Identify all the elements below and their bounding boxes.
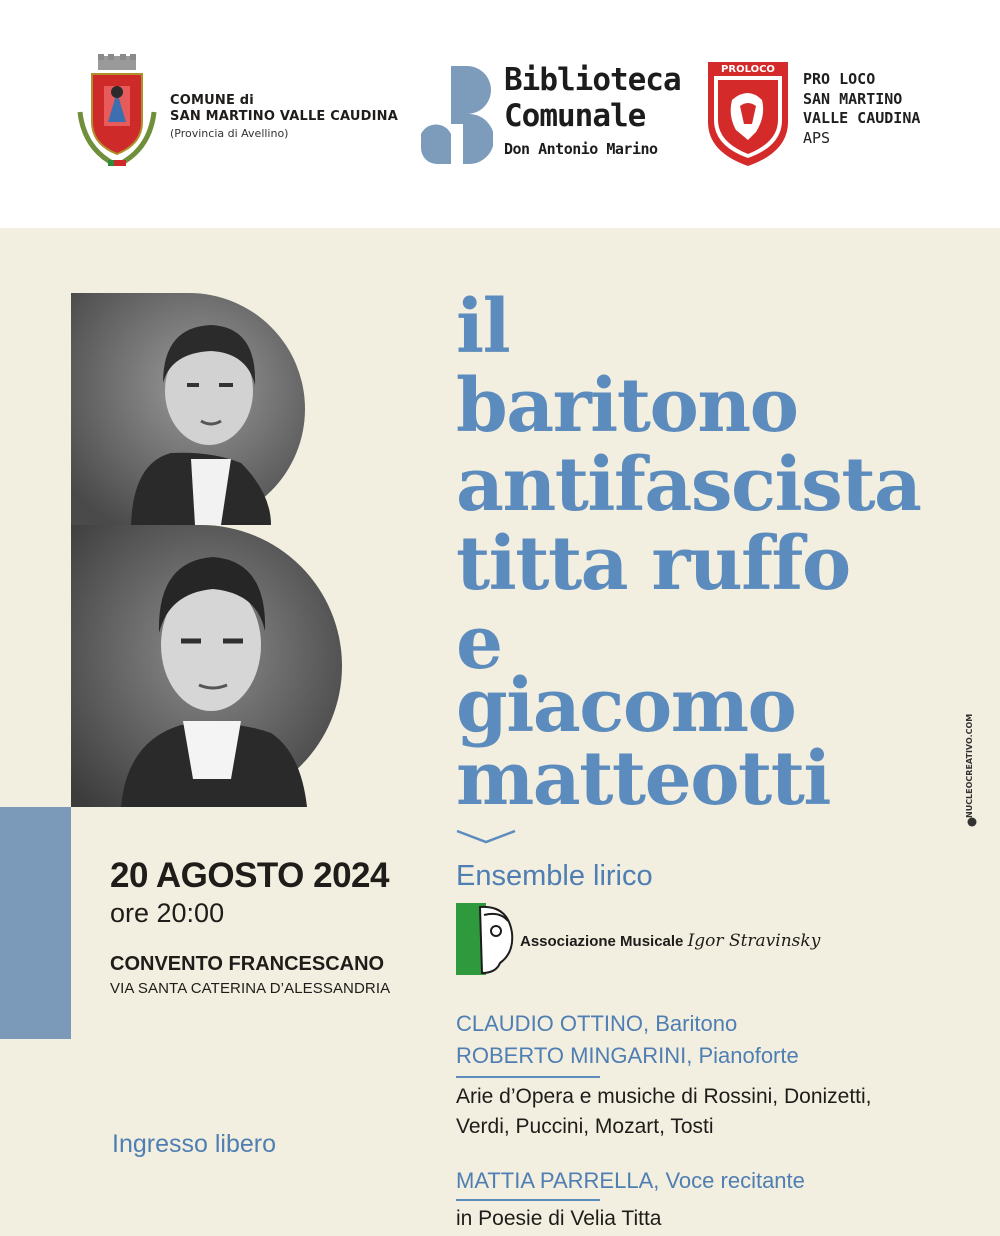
title-line-4: titta ruffo bbox=[456, 521, 850, 607]
title-line-7: matteotti bbox=[456, 736, 831, 822]
biblioteca-subtitle: Don Antonio Marino bbox=[504, 140, 658, 158]
portraits-b-graphic bbox=[71, 293, 361, 807]
ensemble-label: Ensemble lirico bbox=[456, 860, 653, 892]
biblioteca-line1: Biblioteca bbox=[504, 62, 681, 98]
association-prefix: Associazione Musicale bbox=[520, 933, 684, 950]
performer-reciter: MATTIA PARRELLA, Voce recitante bbox=[456, 1168, 805, 1193]
association-stravinsky: Igor Stravinsky bbox=[687, 931, 821, 951]
credit-logo-icon bbox=[968, 818, 977, 827]
proloco-shield-logo bbox=[706, 60, 790, 168]
biblioteca-line2: Comunale bbox=[504, 98, 646, 134]
title-line-2: baritono bbox=[456, 363, 798, 449]
repertoire-line-2: Verdi, Puccini, Mozart, Tosti bbox=[456, 1115, 714, 1138]
title-line-3: antifascista bbox=[456, 442, 921, 528]
performer-baritone: CLAUDIO OTTINO, Baritono bbox=[456, 1011, 738, 1036]
title-line-6: giacomo bbox=[456, 663, 796, 749]
entry-info: Ingresso libero bbox=[112, 1130, 276, 1158]
title-line-5: e bbox=[456, 600, 502, 686]
event-date: 20 AGOSTO 2024 bbox=[110, 856, 389, 895]
event-venue: CONVENTO FRANCESCANO bbox=[110, 953, 385, 975]
proloco-shield-text: PROLOCO bbox=[721, 64, 775, 75]
credit-text: NUCLEOCREATIVO.COM bbox=[965, 713, 974, 818]
biblioteca-name bbox=[504, 62, 681, 134]
accent-bar bbox=[0, 807, 71, 1039]
chevron-down-icon bbox=[455, 828, 517, 846]
proloco-line1: PRO LOCO bbox=[803, 70, 876, 88]
poetry-line: in Poesie di Velia Titta bbox=[456, 1207, 662, 1230]
proloco-name bbox=[803, 70, 920, 148]
association-name bbox=[520, 931, 820, 951]
title-line-1: il bbox=[456, 284, 510, 370]
performer-pianist: ROBERTO MINGARINI, Pianoforte bbox=[456, 1043, 799, 1068]
comune-crest-logo bbox=[74, 52, 160, 174]
comune-name bbox=[170, 93, 398, 125]
stravinsky-association-logo bbox=[456, 903, 518, 975]
event-time: ore 20:00 bbox=[110, 898, 225, 928]
biblioteca-b-logo bbox=[421, 64, 493, 164]
proloco-line3: VALLE CAUDINA bbox=[803, 109, 921, 127]
comune-province: (Provincia di Avellino) bbox=[170, 127, 289, 140]
divider-rule-1 bbox=[456, 1076, 600, 1078]
comune-line2: SAN MARTINO VALLE CAUDINA bbox=[170, 109, 398, 124]
divider-rule-2 bbox=[456, 1199, 600, 1201]
repertoire-line-1: Arie d’Opera e musiche di Rossini, Donizetti, bbox=[456, 1085, 872, 1108]
designer-credit bbox=[960, 700, 984, 828]
event-address: VIA SANTA CATERINA D’ALESSANDRIA bbox=[110, 980, 391, 997]
proloco-line2: SAN MARTINO bbox=[803, 89, 903, 108]
comune-line1: COMUNE di bbox=[170, 93, 254, 108]
proloco-line4: APS bbox=[803, 128, 831, 147]
